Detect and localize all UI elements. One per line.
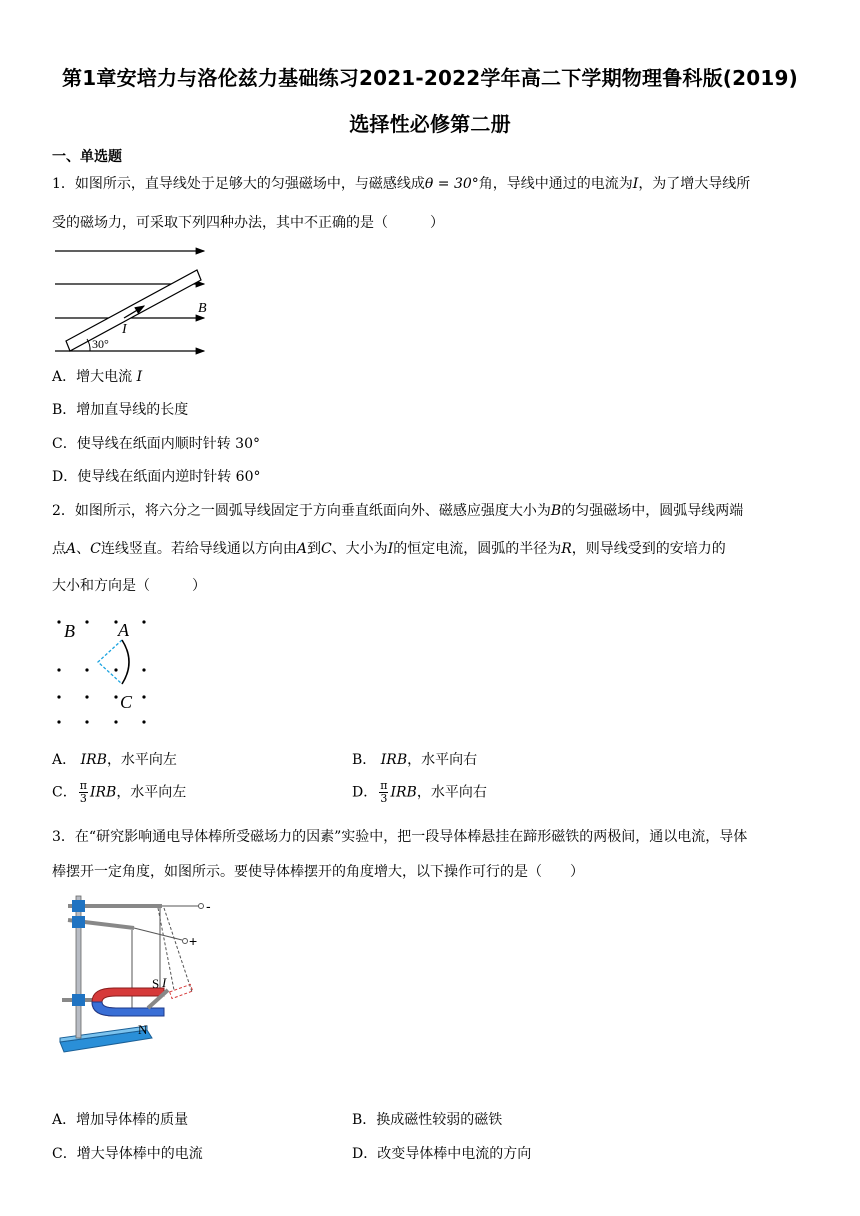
label-I: I — [122, 322, 127, 337]
q3-option-a[interactable]: A．增加导体棒的质量 — [52, 1112, 189, 1128]
label-I: I — [162, 975, 167, 990]
q2-stem-line3: 大小和方向是（ ） — [52, 578, 206, 594]
q1-theta: θ = 30° — [424, 176, 479, 192]
q3-option-b[interactable]: B．换成磁性较弱的磁铁 — [352, 1112, 503, 1128]
q1-stem-line1: 1．如图所示，直导线处于足够大的匀强磁场中，与磁感线成θ = 30°角，导线中通过的电流为I，为了增大导线所 — [52, 176, 751, 192]
fraction-pi-over-3: $\frac{\pi}{3}$ — [380, 779, 388, 805]
wire-rod — [66, 270, 201, 351]
q1-stem-line2: 受的磁场力，可采取下列四种办法，其中不正确的是（ ） — [52, 215, 444, 231]
fraction-pi-over-3: $\frac{\pi}{3}$ — [79, 779, 87, 805]
q2-figure — [52, 610, 162, 730]
q3-stem-line1: 3．在“研究影响通电导体棒所受磁场力的因素”实验中，把一段导体棒悬挂在蹄形磁铁的两极间，通以电流，导体 — [52, 829, 748, 845]
label-B: B — [198, 301, 207, 316]
q3-option-c[interactable]: C．增大导体棒中的电流 — [52, 1146, 203, 1162]
section-heading: 一、单选题 — [52, 149, 122, 165]
q2-option-d[interactable]: D． $\frac{\pi}{3}$ IRB，水平向右 — [352, 779, 487, 805]
arc-wire — [122, 640, 129, 684]
page-title-line1: 第1章安培力与洛伦兹力基础练习2021-2022学年高二下学期物理鲁科版(2019) — [62, 66, 798, 90]
label-C: C — [120, 692, 133, 712]
label-angle: 30° — [92, 337, 109, 351]
label-S: S — [152, 976, 160, 991]
q1-figure — [52, 240, 222, 360]
q3-figure — [52, 890, 242, 1065]
minus-terminal: - — [206, 898, 211, 914]
q1-option-a[interactable]: A．增大电流 I — [52, 369, 143, 385]
page-title-line2: 选择性必修第二册 — [349, 112, 511, 136]
q2-stem-line2: 点A、C连线竖直。若给导线通以方向由A到C、大小为I的恒定电流，圆弧的半径为R，则导线受到的安培力的 — [52, 541, 726, 557]
label-A: A — [118, 620, 129, 640]
radius-dashed — [98, 640, 122, 684]
q3-stem-line2: 棒摆开一定角度，如图所示。要使导体棒摆开的角度增大，以下操作可行的是（ ） — [52, 864, 584, 880]
q1-option-b[interactable]: B．增加直导线的长度 — [52, 402, 189, 418]
plus-terminal: + — [189, 933, 198, 949]
q2-option-b[interactable]: B． IRB，水平向右 — [352, 752, 478, 768]
label-B: B — [64, 621, 75, 641]
q3-option-d[interactable]: D．改变导体棒中电流的方向 — [352, 1146, 532, 1162]
q1-option-c[interactable]: C．使导线在纸面内顺时针转 30° — [52, 436, 260, 452]
q2-option-c[interactable]: C． $\frac{\pi}{3}$ IRB，水平向左 — [52, 779, 187, 805]
q2-stem-line1: 2．如图所示，将六分之一圆弧导线固定于方向垂直纸面向外、磁感应强度大小为B的匀强磁场中，圆弧导线两端 — [52, 503, 744, 519]
q1-option-d[interactable]: D．使导线在纸面内逆时针转 60° — [52, 469, 261, 485]
label-N: N — [138, 1022, 148, 1037]
q2-option-a[interactable]: A． IRB，水平向左 — [52, 752, 177, 768]
